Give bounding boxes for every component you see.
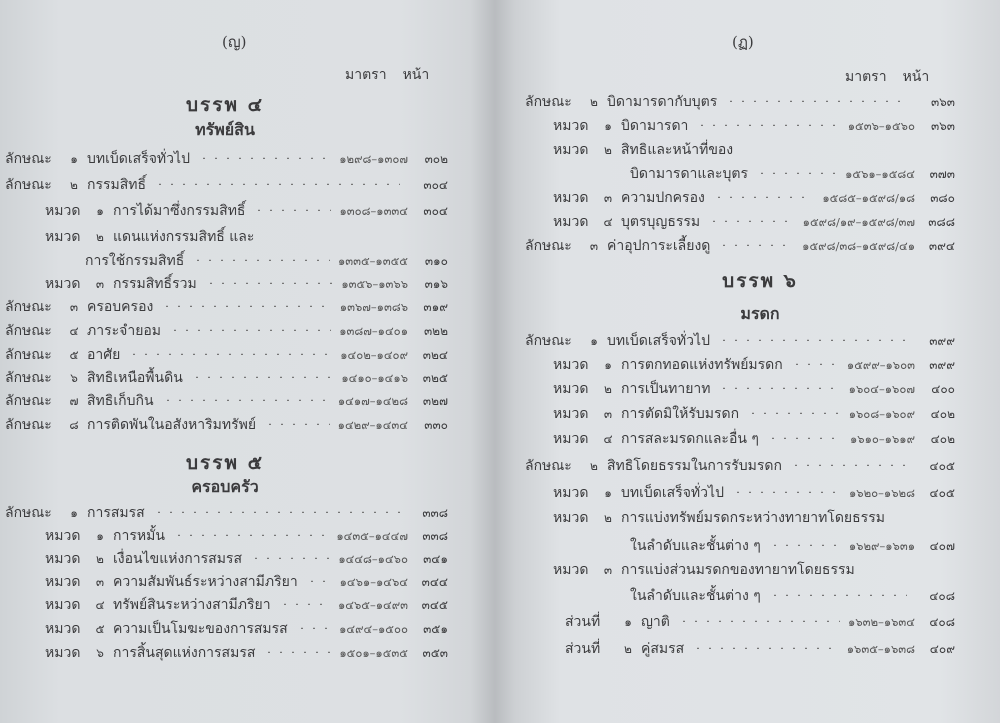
toc-entry xyxy=(5,390,448,410)
entry-label: หมวด xyxy=(553,357,589,373)
entry-label: หมวด xyxy=(45,645,81,661)
entry-title: สิทธิเหนือพื้นดิน xyxy=(87,370,183,386)
entry-number: ๘ xyxy=(69,418,79,432)
dot-leader xyxy=(747,412,841,414)
dot-leader xyxy=(725,100,907,102)
entry-number: ๒ xyxy=(604,382,612,396)
entry-label: ลักษณะ xyxy=(5,347,52,363)
dot-leader xyxy=(264,423,330,425)
toc-entry xyxy=(525,455,955,475)
entry-title: แดนแห่งกรรมสิทธิ์ และ xyxy=(113,229,255,245)
entry-title: การได้มาซึ่งกรรมสิทธิ์ xyxy=(113,203,246,219)
dot-leader xyxy=(769,594,907,596)
dot-leader xyxy=(718,244,794,246)
dot-leader xyxy=(162,399,330,401)
entry-title: การแบ่งส่วนมรดกของทายาทโดยธรรม xyxy=(621,562,855,578)
entry-page: ๔๐๘ xyxy=(929,615,955,629)
dot-leader xyxy=(192,259,330,261)
entry-sections: ๑๖๓๒–๑๖๓๔ xyxy=(848,615,915,629)
entry-label: หมวด xyxy=(553,118,589,134)
entry-label: หมวด xyxy=(553,190,589,206)
dot-leader xyxy=(790,464,907,466)
toc-entry xyxy=(565,611,955,631)
entry-title: การตกทอดแห่งทรัพย์มรดก xyxy=(621,357,783,373)
entry-number: ๑ xyxy=(96,529,104,543)
entry-title: คู่สมรส xyxy=(641,641,685,657)
toc-entry xyxy=(5,414,448,434)
column-headers xyxy=(345,64,429,86)
dot-leader xyxy=(198,157,331,159)
entry-sections: ๑๔๙๔–๑๕๐๐ xyxy=(339,622,408,636)
toc-entry xyxy=(45,571,448,591)
toc-entry xyxy=(553,482,955,502)
entry-number: ๖ xyxy=(96,646,104,660)
entry-number: ๓ xyxy=(69,300,79,314)
toc-entry xyxy=(45,226,448,246)
part-title: มรดก xyxy=(740,304,780,323)
entry-sections: ๑๔๐๒–๑๔๐๙ xyxy=(340,348,408,362)
dot-leader xyxy=(756,172,837,174)
part-heading: บรรพ ๕ xyxy=(186,452,264,474)
entry-number: ๓ xyxy=(603,407,613,421)
toc-entry xyxy=(553,115,955,135)
entry-title: ครอบครอง xyxy=(87,299,154,315)
entry-number: ๒ xyxy=(624,642,632,656)
toc-entry xyxy=(45,618,448,638)
entry-number: ๑ xyxy=(604,486,612,500)
entry-title: การแบ่งทรัพย์มรดกระหว่างทายาทโดยธรรม xyxy=(621,510,885,526)
entry-label: ลักษณะ xyxy=(5,299,52,315)
entry-number: ๗ xyxy=(69,394,79,408)
entry-number: ๓ xyxy=(603,563,613,577)
entry-number: ๑ xyxy=(604,358,612,372)
dot-leader xyxy=(296,627,331,629)
entry-sections: ๑๒๙๘–๑๓๐๗ xyxy=(339,152,408,166)
entry-sections: ๑๓๖๗–๑๓๘๖ xyxy=(339,300,408,314)
entry-page: ๔๐๕ xyxy=(929,459,955,473)
toc-entry xyxy=(553,378,955,398)
entry-page: ๓๒๒ xyxy=(423,324,448,338)
entry-label: หมวด xyxy=(45,597,81,613)
entry-number: ๒ xyxy=(96,230,104,244)
column-header-page: หน้า xyxy=(902,69,930,85)
dot-leader xyxy=(767,437,842,439)
entry-sections: ๑๕๙๙–๑๖๐๓ xyxy=(846,358,915,372)
toc-entry xyxy=(525,330,955,350)
entry-sections: ๑๓๐๘–๑๓๓๔ xyxy=(339,204,408,218)
toc-entry xyxy=(5,367,448,387)
entry-title: บทเบ็ดเสร็จทั่วไป xyxy=(607,333,710,349)
part-heading: บรรพ ๖ xyxy=(722,270,798,292)
entry-title: การสมรส xyxy=(87,505,145,521)
entry-label: ลักษณะ xyxy=(525,238,572,254)
entry-sections: ๑๖๓๕–๑๖๓๘ xyxy=(846,642,915,656)
entry-label: หมวด xyxy=(553,381,589,397)
entry-title: ความเป็นโมฆะของการสมรส xyxy=(113,621,288,637)
entry-number: ๑ xyxy=(70,152,78,166)
toc-entry xyxy=(45,525,448,545)
entry-title: สิทธิเก็บกิน xyxy=(87,393,154,409)
dot-leader xyxy=(153,511,400,513)
entry-title: ในลำดับและชั้นต่าง ๆ xyxy=(630,538,761,554)
dot-leader xyxy=(263,651,331,653)
entry-page: ๔๐๘ xyxy=(929,589,955,603)
entry-title: สิทธิโดยธรรมในการรับมรดก xyxy=(607,458,782,474)
dot-leader xyxy=(173,534,328,536)
entry-title: การสละมรดกและอื่น ๆ xyxy=(621,431,759,447)
toc-entry xyxy=(525,235,955,255)
entry-number: ๑ xyxy=(604,119,612,133)
dot-leader xyxy=(791,363,839,365)
toc-entry xyxy=(85,250,448,270)
entry-sections: ๑๔๖๕–๑๔๙๓ xyxy=(337,598,408,612)
toc-entry xyxy=(553,428,955,448)
entry-page: ๓๒๕ xyxy=(422,371,448,385)
entry-page: ๓๔๑ xyxy=(423,552,448,566)
dot-leader xyxy=(205,282,334,284)
dot-leader xyxy=(732,491,841,493)
entry-number: ๓ xyxy=(95,575,105,589)
entry-sections: ๑๕๙๘/๓๘–๑๕๙๘/๔๑ xyxy=(802,239,915,253)
entry-sections: ๑๔๔๘–๑๔๖๐ xyxy=(338,552,408,566)
column-header-section: มาตรา xyxy=(845,69,887,85)
entry-page: ๓๙๙ xyxy=(929,358,955,372)
entry-sections: ๑๔๑๗–๑๔๒๘ xyxy=(337,394,408,408)
entry-title: บทเบ็ดเสร็จทั่วไป xyxy=(87,151,190,167)
entry-sections: ๑๓๕๖–๑๓๖๖ xyxy=(341,277,408,291)
entry-page: ๔๐๒ xyxy=(930,432,955,446)
entry-number: ๑ xyxy=(70,506,78,520)
entry-label: หมวด xyxy=(45,621,81,637)
dot-leader xyxy=(169,329,331,331)
entry-page: ๓๐๔ xyxy=(423,204,448,218)
entry-title: บุตรบุญธรรม xyxy=(621,214,701,230)
entry-number: ๒ xyxy=(604,143,612,157)
entry-label: หมวด xyxy=(45,551,81,567)
entry-sections: ๑๔๖๑–๑๔๖๔ xyxy=(339,575,408,589)
entry-page: ๔๐๙ xyxy=(929,642,955,656)
toc-entry xyxy=(553,507,955,527)
entry-number: ๑ xyxy=(96,204,104,218)
toc-entry xyxy=(5,148,448,168)
entry-label: ลักษณะ xyxy=(525,458,572,474)
entry-sections: ๑๓๓๕–๑๓๕๕ xyxy=(337,254,408,268)
toc-entry xyxy=(565,638,955,658)
entry-title: ทรัพย์สินระหว่างสามีภริยา xyxy=(113,597,271,613)
toc-entry xyxy=(553,354,955,374)
entry-label: ลักษณะ xyxy=(525,333,572,349)
entry-title: เงื่อนไขแห่งการสมรส xyxy=(113,551,242,567)
entry-page: ๓๐๔ xyxy=(423,178,448,192)
toc-entry xyxy=(45,273,448,293)
toc-entry xyxy=(630,535,955,555)
entry-title: บิดามารดา xyxy=(621,118,689,134)
entry-sections: ๑๖๑๐–๑๖๑๙ xyxy=(850,432,915,446)
entry-label: ลักษณะ xyxy=(5,177,52,193)
entry-page: ๓๗๓ xyxy=(929,167,955,181)
entry-label: ลักษณะ xyxy=(5,393,52,409)
entry-title: กรรมสิทธิ์รวม xyxy=(113,276,197,292)
entry-label: ส่วนที่ xyxy=(565,614,601,630)
column-header-page: หน้า xyxy=(402,67,430,83)
toc-entry xyxy=(45,594,448,614)
entry-page: ๓๖๓ xyxy=(930,95,955,109)
entry-page: ๓๘๐ xyxy=(930,191,955,205)
entry-page: ๔๐๗ xyxy=(929,539,955,553)
entry-label: หมวด xyxy=(45,574,81,590)
entry-title: สิทธิและหน้าที่ของ xyxy=(621,142,734,158)
entry-title: บทเบ็ดเสร็จทั่วไป xyxy=(621,485,724,501)
entry-title: บิดามารดาและบุตร xyxy=(630,166,749,182)
toc-entry xyxy=(525,91,955,111)
toc-entry xyxy=(45,642,448,662)
dot-leader xyxy=(678,620,840,622)
part-title: ทรัพย์สิน xyxy=(195,120,255,139)
entry-title: ค่าอุปการะเลี้ยงดู xyxy=(607,238,711,254)
entry-title: อาศัย xyxy=(87,347,121,363)
entry-title: ความปกครอง xyxy=(621,190,705,206)
toc-entry xyxy=(630,585,955,605)
entry-page: ๓๑๐ xyxy=(424,254,448,268)
entry-sections: ๑๕๓๖–๑๕๖๐ xyxy=(847,119,915,133)
entry-title: การติดพันในอสังหาริมทรัพย์ xyxy=(87,417,257,433)
dot-leader xyxy=(191,376,334,378)
entry-label: ลักษณะ xyxy=(5,370,52,386)
entry-title: ความสัมพันธ์ระหว่างสามีภริยา xyxy=(113,574,298,590)
entry-page: ๔๐๐ xyxy=(931,382,955,396)
page-marker: (ฏ) xyxy=(732,33,754,51)
entry-title: การเป็นทายาท xyxy=(621,381,711,397)
entry-title: การสิ้นสุดแห่งการสมรส xyxy=(113,645,256,661)
part-heading: บรรพ ๔ xyxy=(186,94,264,116)
entry-page: ๓๔๔ xyxy=(421,575,448,589)
column-headers xyxy=(845,66,929,88)
dot-leader xyxy=(718,339,907,341)
entry-page: ๓๑๙ xyxy=(423,300,448,314)
entry-number: ๔ xyxy=(603,215,613,229)
entry-title: การหมั้น xyxy=(113,528,165,544)
toc-entry xyxy=(630,163,955,183)
entry-title: บิดามารดากับบุตร xyxy=(607,94,718,110)
entry-label: ลักษณะ xyxy=(5,417,52,433)
entry-number: ๖ xyxy=(70,371,78,385)
toc-entry xyxy=(553,211,955,231)
dot-leader xyxy=(250,557,330,559)
dot-leader xyxy=(154,183,400,185)
toc-entry xyxy=(45,548,448,568)
toc-entry xyxy=(553,403,955,423)
dot-leader xyxy=(253,209,331,211)
entry-sections: ๑๔๓๕–๑๔๔๗ xyxy=(336,529,408,543)
entry-number: ๑ xyxy=(590,334,598,348)
dot-leader xyxy=(306,580,332,582)
entry-page: ๓๘๘ xyxy=(928,215,955,229)
entry-sections: ๑๔๒๙–๑๔๓๔ xyxy=(337,418,408,432)
entry-number: ๒ xyxy=(590,95,598,109)
entry-page: ๓๓๘ xyxy=(422,529,448,543)
entry-title: การใช้กรรมสิทธิ์ xyxy=(85,253,185,269)
dot-leader xyxy=(279,603,330,605)
entry-sections: ๑๕๐๑–๑๕๓๕ xyxy=(339,646,408,660)
entry-label: ส่วนที่ xyxy=(565,641,601,657)
entry-label: หมวด xyxy=(553,510,589,526)
entry-number: ๔ xyxy=(69,324,79,338)
dot-leader xyxy=(713,196,815,198)
entry-number: ๑ xyxy=(624,615,632,629)
entry-page: ๔๐๕ xyxy=(929,486,955,500)
entry-label: หมวด xyxy=(553,431,589,447)
entry-number: ๕ xyxy=(69,348,79,362)
left-page xyxy=(0,0,490,723)
entry-title: การตัดมิให้รับมรดก xyxy=(621,406,740,422)
dot-leader xyxy=(692,647,839,649)
entry-label: หมวด xyxy=(553,485,589,501)
entry-page: ๓๐๒ xyxy=(424,152,448,166)
entry-sections: ๑๖๒๐–๑๖๒๘ xyxy=(848,486,915,500)
right-page xyxy=(500,0,1000,723)
entry-page: ๓๙๔ xyxy=(928,239,955,253)
entry-page: ๓๑๖ xyxy=(424,277,448,291)
page-marker: (ญ) xyxy=(222,33,247,51)
entry-number: ๒ xyxy=(604,511,612,525)
toc-entry xyxy=(5,502,448,522)
toc-entry xyxy=(553,139,955,159)
dot-leader xyxy=(708,220,795,222)
entry-label: หมวด xyxy=(553,562,589,578)
entry-page: ๓๓๐ xyxy=(424,418,448,432)
entry-number: ๒ xyxy=(590,459,598,473)
entry-number: ๒ xyxy=(70,178,78,192)
column-header-section: มาตรา xyxy=(345,67,387,83)
dot-leader xyxy=(769,544,841,546)
entry-page: ๓๓๘ xyxy=(422,506,448,520)
entry-page: ๓๒๗ xyxy=(422,394,448,408)
entry-sections: ๑๕๘๕–๑๕๙๘/๑๘ xyxy=(822,191,915,205)
entry-title: กรรมสิทธิ์ xyxy=(87,177,147,193)
toc-entry xyxy=(5,320,448,340)
entry-number: ๔ xyxy=(603,432,613,446)
entry-title: ญาติ xyxy=(641,614,670,630)
entry-number: ๒ xyxy=(96,552,104,566)
entry-page: ๓๒๔ xyxy=(422,348,448,362)
dot-leader xyxy=(161,305,331,307)
dot-leader xyxy=(696,124,839,126)
entry-number: ๓ xyxy=(603,191,613,205)
entry-page: ๓๕๓ xyxy=(422,646,448,660)
entry-page: ๓๔๕ xyxy=(421,598,448,612)
entry-number: ๕ xyxy=(95,622,105,636)
entry-page: ๓๕๑ xyxy=(423,622,448,636)
entry-page: ๔๐๒ xyxy=(930,407,955,421)
toc-entry xyxy=(5,344,448,364)
entry-label: ลักษณะ xyxy=(525,94,572,110)
toc-entry xyxy=(553,187,955,207)
entry-sections: ๑๔๑๐–๑๔๑๖ xyxy=(341,371,408,385)
entry-sections: ๑๕๙๘/๑๙–๑๕๙๘/๓๗ xyxy=(802,215,915,229)
entry-label: หมวด xyxy=(45,203,81,219)
toc-entry xyxy=(5,174,448,194)
entry-label: หมวด xyxy=(45,276,81,292)
entry-label: หมวด xyxy=(45,229,81,245)
entry-label: หมวด xyxy=(45,528,81,544)
entry-page: ๓๖๓ xyxy=(930,119,955,133)
entry-label: ลักษณะ xyxy=(5,323,52,339)
entry-label: หมวด xyxy=(553,142,589,158)
toc-entry xyxy=(553,559,955,579)
entry-sections: ๑๖๒๙–๑๖๓๑ xyxy=(848,539,915,553)
entry-label: ลักษณะ xyxy=(5,505,52,521)
part-title: ครอบครัว xyxy=(191,477,259,496)
toc-entry xyxy=(5,296,448,316)
entry-title: ภาระจำยอม xyxy=(87,323,162,339)
entry-sections: ๑๖๐๔–๑๖๐๗ xyxy=(848,382,915,396)
entry-number: ๓ xyxy=(589,239,599,253)
entry-number: ๔ xyxy=(95,598,105,612)
entry-sections: ๑๕๖๑–๑๕๘๔ xyxy=(845,167,915,181)
entry-page: ๓๙๙ xyxy=(929,334,955,348)
dot-leader xyxy=(718,387,840,389)
toc-entry xyxy=(45,200,448,220)
entry-sections: ๑๖๐๘–๑๖๐๙ xyxy=(848,407,915,421)
entry-label: หมวด xyxy=(553,406,589,422)
entry-label: ลักษณะ xyxy=(5,151,52,167)
entry-sections: ๑๓๘๗–๑๔๐๑ xyxy=(339,324,408,338)
entry-number: ๓ xyxy=(95,277,105,291)
dot-leader xyxy=(128,353,332,355)
entry-title: ในลำดับและชั้นต่าง ๆ xyxy=(630,588,761,604)
entry-label: หมวด xyxy=(553,214,589,230)
